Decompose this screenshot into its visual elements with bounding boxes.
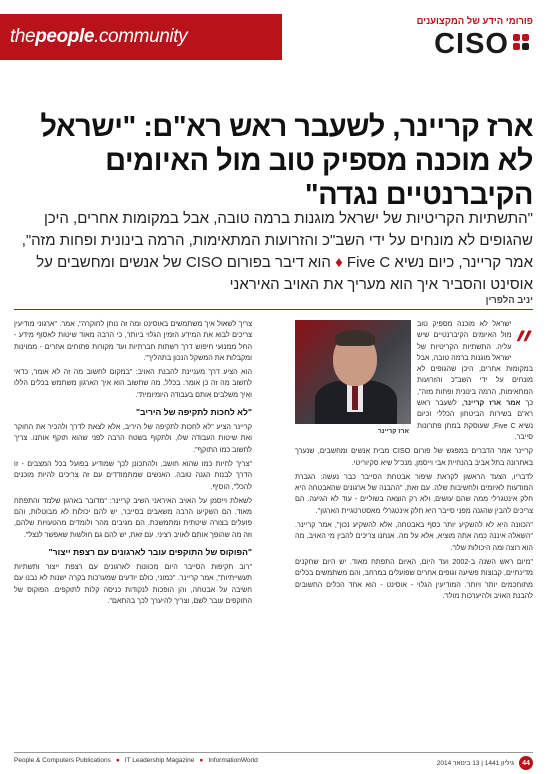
separator-dot-icon: ● [115, 757, 120, 764]
footer-publications [14, 757, 258, 764]
footer-divider [14, 752, 533, 753]
diamond-icon: ♦ [335, 254, 343, 271]
top-bar [0, 0, 547, 64]
footer-pub-2: IT Leadership Magazine [124, 757, 195, 764]
portrait-figure [295, 320, 411, 438]
issue-info: גיליון 1441 | 13 בינואר 2014 [436, 759, 514, 767]
paragraph: "הכוונה היא לא להשקיע יותר כסף באבטחה, אלא להשקיע נכון", אמר קריינר. "השאלה איננה כמה אתה מוציא, אלא על מה. אנחנו צריכים להבין מי האויב, מה הוא רוצה ומה היכולות שלו". [295, 520, 533, 552]
portrait-photo [295, 320, 411, 424]
brand-banner [0, 14, 282, 60]
brand-the: the [10, 26, 36, 47]
ciso-logo-text: CISO [434, 28, 509, 60]
brand-community: .community [94, 26, 188, 47]
paragraph: הוא הציע דרך מעניינת להבנת האויב: "במקום לחשוב מה זה לא אומר, כדאי לחשוב מה זה כן אומר. בכלל, מה שחשוב הוא איך הארגון משתמש בכלים הללו ואיך משלבים אותם בעבודה היומיומית". [14, 367, 252, 399]
footer-issue [437, 756, 533, 770]
brand-people: people [35, 26, 95, 47]
subheading: "הפוקוס של התוקפים עובר לארגונים עם רצפת ייצור" [48, 547, 252, 558]
article-lead [13, 208, 533, 296]
brand-logo [10, 26, 187, 48]
footer-pub-3: InformationWorld [208, 757, 258, 764]
bold-name: אמר ארז קריינר, [461, 398, 521, 408]
paragraph: לדבריו, הצעד הראשון לקראת שיפור אבטחת הסייבר כבר נעשה: הגברת המודעות לאיומים ולחשיבות שלה. עם זאת, "ההבנה של ארגונים שהאבטחה היא חלק אינטגרלי ממה שהם עושים, ולא רק הוצאה בשוליים - עוד לא הגיעה. הם צריכים להבין שהגנה מפני סייבר היא חלק אינטגרלי מאסטרטגיית הארגון". [295, 471, 533, 515]
paragraph: ישראל לא מוכנה מספיק טוב מול האיומים הקיברנטיים שיש עליה. התשתיות הקריטיות של ישראל מוגנות ברמה טובה, אבל במקומות אחרים, היכן שהגופים לא מונחים על ידי השב"כ והזרועות המתאימות, הרמה בינונית ופחות מזה", כך אמר ארז קריינר, לשעבר ראש רא"ם בשירות הביטחון הכללי וכיום נשיא Five C, שעוסקת במתן פתרונות סייבר. [417, 319, 533, 441]
article-column-left [14, 318, 252, 743]
article-column-right [295, 318, 533, 743]
lead-part-1: "התשתיות הקריטיות של ישראל מוגנות ברמה טובה, אבל במקומות אחרים, היכן שהגופים לא מונחים על ידי השב"כ והזרועות המתאימות, הרמה בינונית ופחות מזה", אמר קריינר, כיום נשיא Five C [21, 210, 533, 271]
paragraph: קריינר הציע "לא לחכות לתקיפה של היריב, אלא לצאת לדרך ולהכיר את החוקר ואת שיטות העבודה שלו, ולתקוף בשטח הרבה לפני שהוא תוקף אותנו. צריך לחשוב כמו התוקף". [14, 422, 252, 454]
footer-pub-1: People & Computers Publications [14, 757, 111, 764]
paragraph: צריך לשאול איך משתמשים באוסינט ומה זה נותן לחוקרה", אמר. "ארגוני מודיעין צריכים לבוא את המידע הזמין הגלוי ביותר, כי הרבה מאוד שיטות לאסוף מידע - החל ממנועי חיפוש דרך רשתות חברתיות ועד מקורות פתוחים אחרים - ממוינות ומקבלות את המשקל הנכון בתהליך". [14, 319, 252, 362]
forum-kicker: פורומי הידע של המקצוענים [416, 16, 533, 27]
ciso-logo [401, 29, 533, 59]
subheading: "לא לחכות לתקיפה של היריב" [135, 407, 252, 418]
quote-mark-icon: ״ [515, 318, 533, 367]
paragraph: "רוב תקיפות הסייבר היום מכוונות לארגונים עם רצפת ייצור ותשתיות תעשייתיות", אמר קריינר. "כמוני, כולם יודעים שמערכות בקרה ישנות לא נבנו עם חשיבה על אבטחה, והן הופכות לנקודות כניסה קלות לתוקפים. הפוקוס של התוקפים עובר לשם, וצריך להיערך לכך בהתאם". [14, 562, 252, 605]
header-divider [14, 309, 533, 310]
paragraph: לשאלת וייסמן על האויב האיראני השיב קריינר: "מדובר בארגון שלמד והתפתח מאוד. הם השקיעו הרבה משאבים בסייבר, יש להם יכולות לא מבוטלות, והם פועלים בצורה שיטתית ומתמשכת. הם מגיבים מהר ולומדים מהטעויות שלהם, וזה מה שהופך אותם לאויב רציני. עם זאת, יש להם גם חולשות שאפשר לנצל". [14, 495, 252, 539]
page-number: 44 [519, 756, 533, 770]
separator-dot-icon: ● [199, 757, 204, 764]
paragraph: "צריך לחיות כמו שהוא חושב, ולהתכונן לכך שמודיע בפועל בכל המצבים - זו הדרך לבנות הגנה טובה. האנשים שמתמודדים עם זה צריכים להיות מוכנים להכל", הוסיף. [14, 458, 252, 491]
lead-part-2: הוא דיבר בפורום CISO של אנשים ומחשבים על אוסינט והסביר איך הוא מעריך את האויב האיראני [36, 254, 533, 293]
photo-caption: ארז קריינר [378, 428, 409, 435]
byline: יניב הלפרין [485, 295, 533, 306]
paragraph: "מיום ראש השנה ב-2002 ועד היום, האיום התפתח מאוד. יש היום שחקנים מדינתיים, קבוצות פשיעה וגופים אחרים שפועלים במרחב, והם משתמשים בכלים מתוחכמים יותר ויותר. המודיעין הגלוי - אוסינט - הוא אחד הכלים החשובים להבנת האויב ולהיערכות מולו". [295, 556, 533, 600]
article-headline: ארז קריינר, לשעבר ראש רא"ם: "ישראל לא מוכנה מספיק טוב מול האיומים הקיברנטיים נגדה" [40, 111, 533, 211]
ciso-mark-icon [513, 32, 533, 56]
paragraph: קריינר אמר הדברים במפגש של פורום CISO מבית אנשים ומחשבים, שנערך באחרונה בתל אביב בהנחיית אבי וייסמן, מנכ"ל שיא סקיוריטי. [295, 446, 533, 467]
